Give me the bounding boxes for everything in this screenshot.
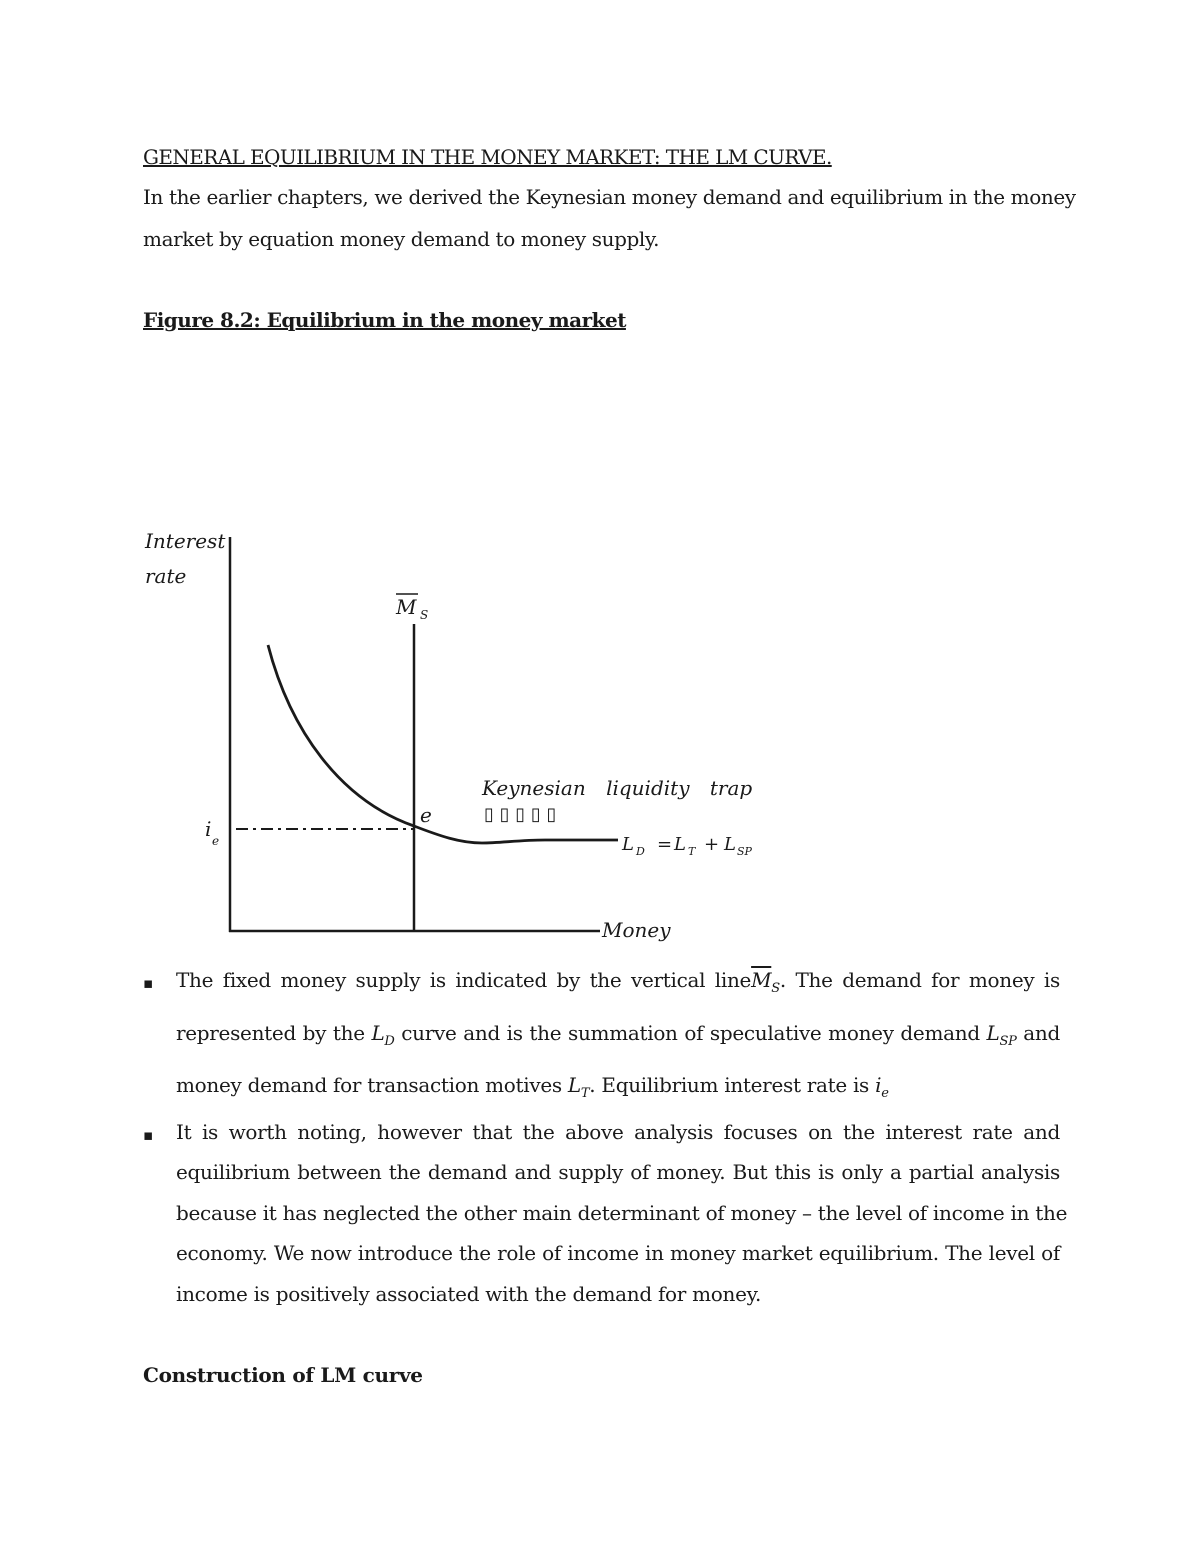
demand-plus: + <box>704 834 720 855</box>
demand-label-LD: L <box>622 834 634 855</box>
bullet-2-line-2: equilibrium between the demand and supply of money. But this is only a partial analysis <box>176 1160 1060 1184</box>
supply-label: M <box>396 595 417 619</box>
liquidity-trap-glyphs: ▯ ▯ ▯ ▯ ▯ <box>484 804 557 825</box>
page-heading: GENERAL EQUILIBRIUM IN THE MONEY MARKET: THE LM CURVE. <box>143 145 832 169</box>
bullet-marker-1: ▪ <box>143 974 154 992</box>
demand-label-LT-sub: T <box>688 845 696 858</box>
equilibrium-rate-sub: e <box>212 834 220 848</box>
demand-label-LSP-sub: SP <box>737 845 752 858</box>
money-demand-curve <box>268 645 618 843</box>
bullet-2-line-3: because it has neglected the other main determinant of money – the level of income in the <box>176 1201 1068 1225</box>
bullet-2-line-5: income is positively associated with the demand for money. <box>176 1282 762 1306</box>
demand-label-LSP: L <box>724 834 736 855</box>
liquidity-trap-label: Keynesian liquidity trap <box>482 776 753 800</box>
bullet-1-line-3: money demand for transaction motives $L_T$. Equilibrium interest rate is $i_e$ <box>176 1073 889 1101</box>
y-axis-label-line2: rate <box>145 564 187 588</box>
bullet-2-line-1: It is worth noting, however that the above analysis focuses on the interest rate and <box>176 1120 1060 1144</box>
demand-equals: = <box>657 834 673 855</box>
equilibrium-point-label: e <box>420 803 432 827</box>
figure-title: Figure 8.2: Equilibrium in the money market <box>143 308 626 332</box>
supply-label-sub: S <box>420 608 429 622</box>
demand-label-LT: L <box>674 834 686 855</box>
equilibrium-rate-label: i <box>205 817 212 841</box>
y-axis-label-line1: Interest <box>145 529 226 553</box>
x-axis-label: Money <box>602 918 671 942</box>
section-heading: Construction of LM curve <box>143 1363 423 1387</box>
intro-line-2: market by equation money demand to money supply. <box>143 227 660 251</box>
bullet-1-line-2: represented by the $L_D$ curve and is the summation of speculative money demand $L_{SP}$ and <box>176 1021 1060 1049</box>
bullet-marker-2: ▪ <box>143 1126 154 1144</box>
bullet-2-line-4: economy. We now introduce the role of income in money market equilibrium. The level of <box>176 1241 1060 1265</box>
demand-label-LD-sub: D <box>636 845 645 858</box>
intro-line-1: In the earlier chapters, we derived the Keynesian money demand and equilibrium in the money <box>143 185 1076 209</box>
bullet-1-line-1: The fixed money supply is indicated by the vertical $line\overline{M}_S$. The demand for money is <box>176 968 1060 996</box>
